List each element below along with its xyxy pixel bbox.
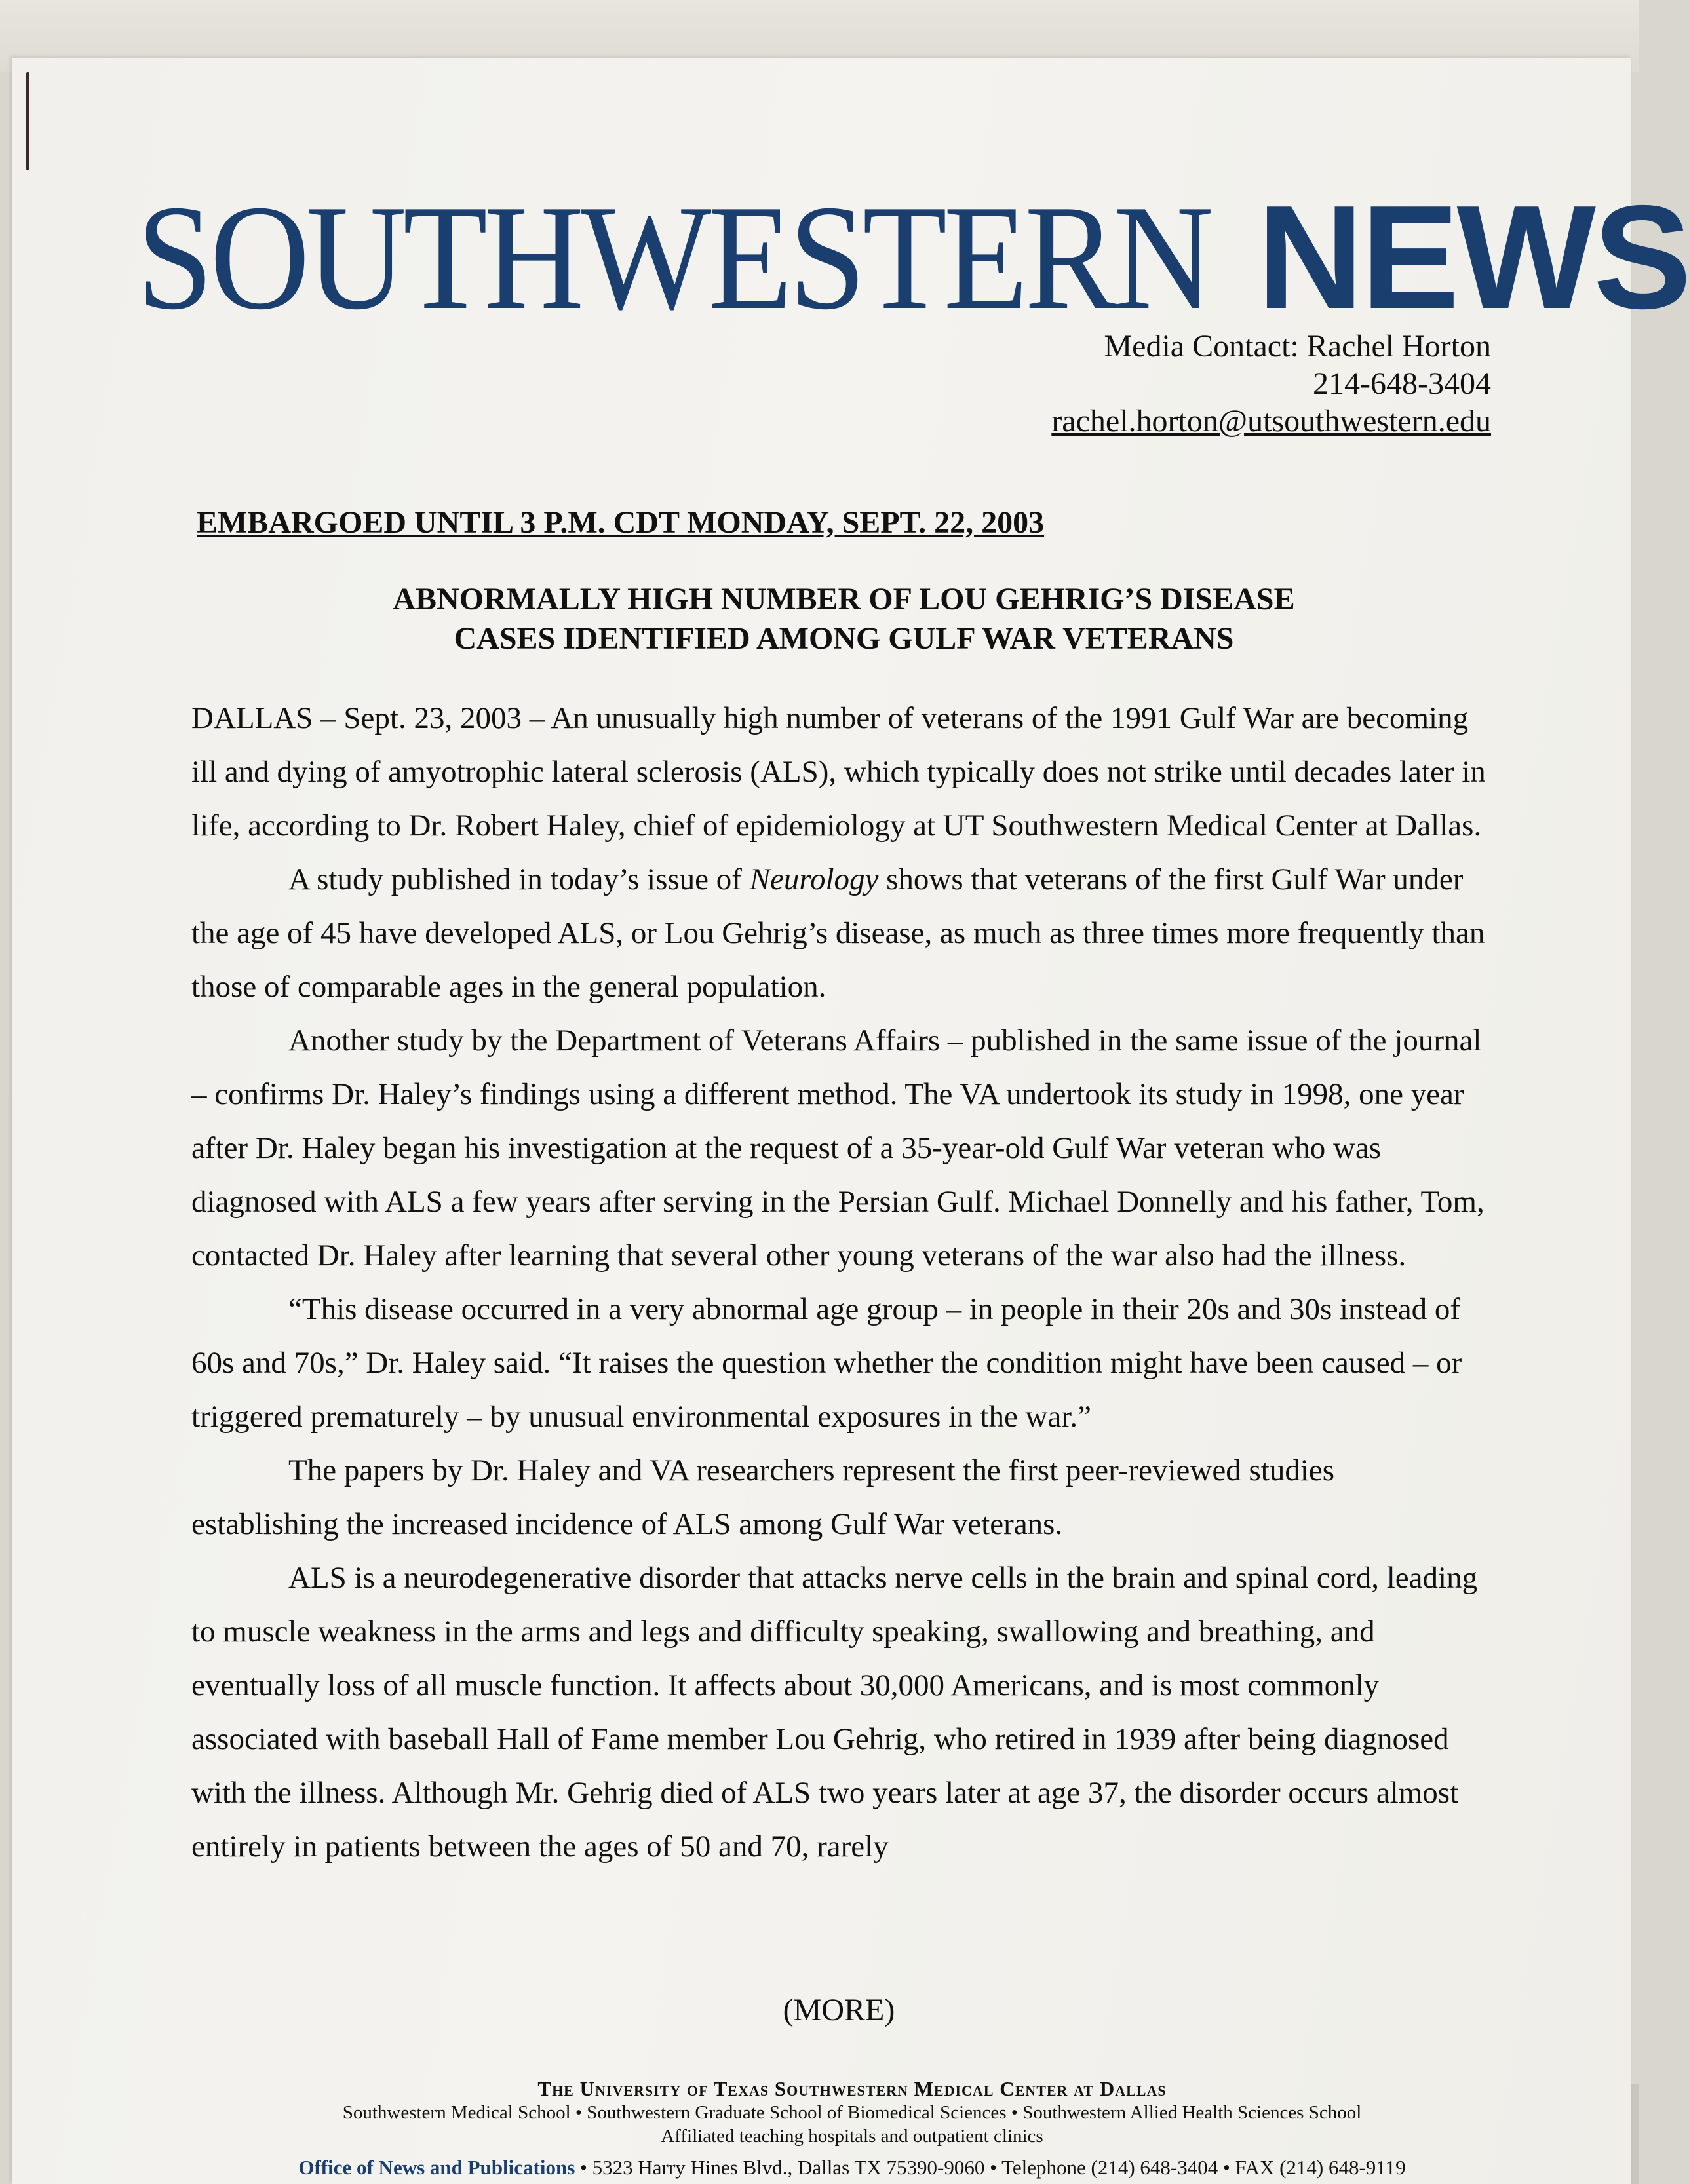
paragraph-3: Another study by the Department of Veterans Affairs – published in the same issue of the journal – confirms Dr. Haley’s findings using a different method. The VA undertook its study in 1998, one year after Dr. Haley began his investigation at the request of a 35-year-old Gulf War veteran who was diagnosed with ALS a few years after serving in the Persian Gulf. Michael Donnelly and his father, Tom, contacted Dr. Haley after learning that several other young veterans of the war also had the illness.: [191, 1024, 1485, 1273]
headline-line-1: ABNORMALLY HIGH NUMBER OF LOU GEHRIG’S DISEASE: [393, 582, 1295, 617]
masthead-southwestern: SOUTHWESTERN: [136, 174, 1211, 341]
embargo-notice: EMBARGOED UNTIL 3 P.M. CDT MONDAY, SEPT. 22, 2003: [197, 505, 1045, 540]
paragraph-2-end: shows that veterans of the first Gulf War under the age of 45 have developed ALS, or Lou Gehrig’s disease, as much as three times more frequently than those of comparable ages in the general population.: [191, 862, 1485, 1004]
footer-university: The University of Texas Southwestern Medical Center at Dallas: [537, 2077, 1167, 2100]
paragraph-6: ALS is a neurodegenerative disorder that attacks nerve cells in the brain and spinal cord, leading to muscle weakness in the arms and legs and difficulty speaking, swallowing and breathing, and eventually loss of all muscle function. It affects about 30,000 Americans, and is most commonly associated with baseball Hall of Fame member Lou Gehrig, who retired in 1939 after being diagnosed with the illness. Although Mr. Gehrig died of ALS two years later at age 37, the disorder occurs almost entirely in patients between the ages of 50 and 70, rarely: [191, 1561, 1478, 1864]
contact-email-link[interactable]: rachel.horton@utsouthwestern.edu: [1051, 404, 1491, 438]
contact-phone: 214-648-3404: [1313, 366, 1491, 401]
footer: [197, 2077, 1507, 2179]
article-body: [191, 691, 1489, 1873]
paragraph-2-start: A study published in today’s issue of: [288, 862, 750, 896]
footer-office: Office of News and Publications: [298, 2156, 575, 2179]
paragraph-4: “This disease occurred in a very abnormal age group – in people in their 20s and 30s instead of 60s and 70s,” Dr. Haley said. “It raises the question whether the condition might have been caused – or triggered prematurely – by unusual environmental exposures in the war.”: [191, 1292, 1462, 1434]
more-indicator: (MORE): [783, 1993, 895, 2027]
masthead: [136, 174, 1689, 341]
footer-affiliated: Affiliated teaching hospitals and outpatient clinics: [661, 2126, 1043, 2147]
footer-contact-line: [197, 2156, 1507, 2179]
paragraph-2: [191, 853, 1489, 1014]
headline: [197, 580, 1491, 659]
journal-name: Neurology: [749, 862, 879, 896]
masthead-news: NEWS: [1257, 174, 1689, 339]
contact-label: Media Contact: Rachel Horton: [1104, 329, 1491, 364]
paragraph-5: The papers by Dr. Haley and VA researchers represent the first peer-reviewed studies establishing the increased incidence of ALS among Gulf War veterans.: [191, 1453, 1335, 1541]
media-contact: [1051, 328, 1491, 440]
footer-address: • 5323 Harry Hines Blvd., Dallas TX 75390-9060 • Telephone (214) 648-3404 • FAX (214) 648-9119: [580, 2156, 1406, 2179]
paragraph-1: DALLAS – Sept. 23, 2003 – An unusually high number of veterans of the 1991 Gulf War are becoming ill and dying of amyotrophic lateral sclerosis (ALS), which typically does not strike until decades later in life, according to Dr. Robert Haley, chief of epidemiology at UT Southwestern Medical Center at Dallas.: [191, 701, 1486, 843]
footer-schools: Southwestern Medical School • Southwestern Graduate School of Biomedical Sciences • Southwestern Allied Health Sciences School: [342, 2102, 1362, 2123]
headline-line-2: CASES IDENTIFIED AMONG GULF WAR VETERANS: [454, 621, 1234, 656]
staple-mark: [26, 72, 29, 170]
